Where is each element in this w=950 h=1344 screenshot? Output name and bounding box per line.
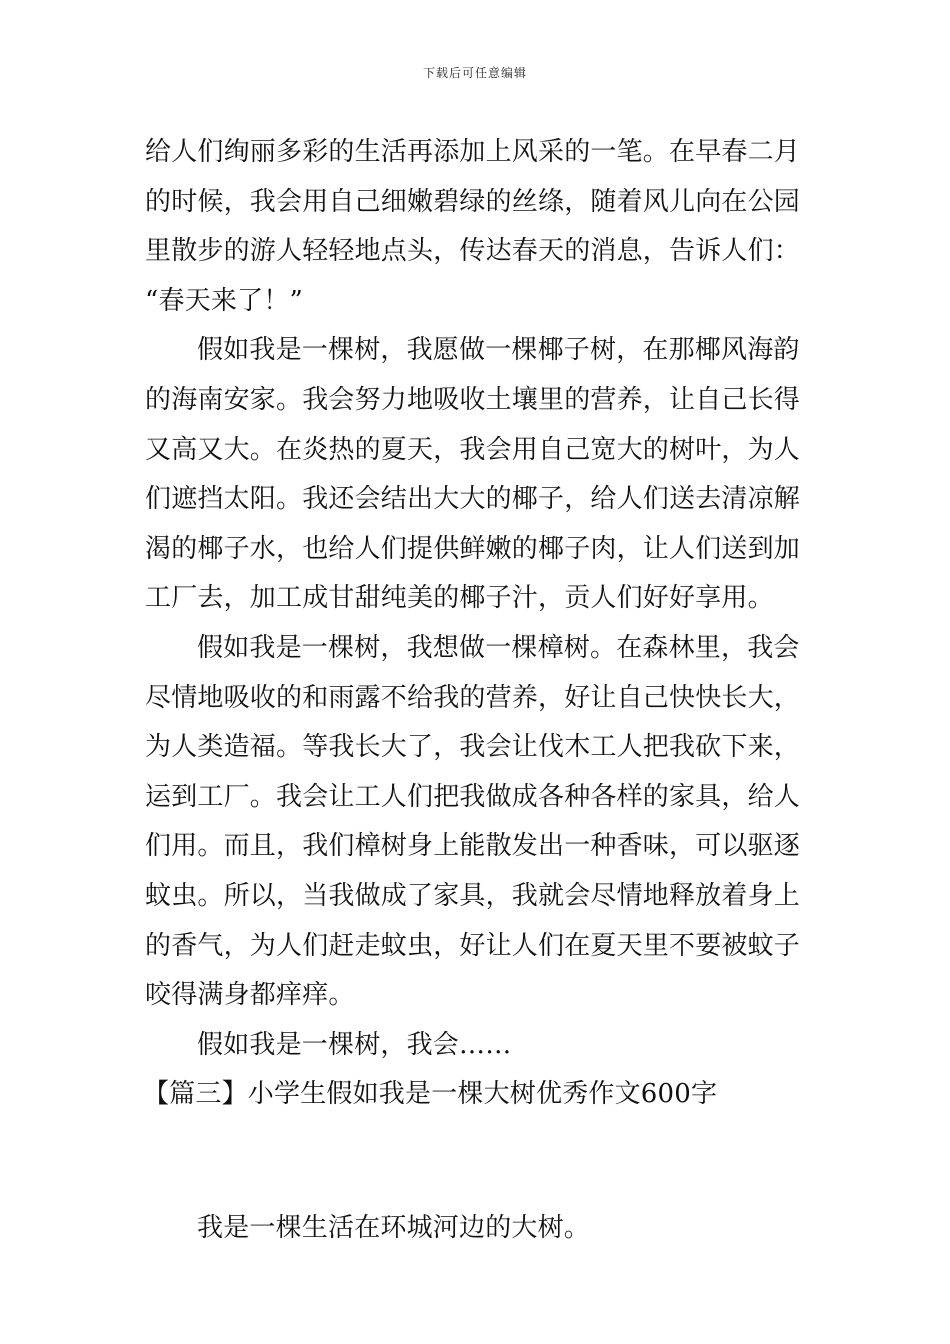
text-line: 的海南安家。我会努力地吸收土壤里的营养，让自己长得: [145, 384, 801, 415]
text-line: 的香气，为人们赶走蚊虫，好让人们在夏天里不要被蚊子: [145, 930, 801, 961]
text-line: 们用。而且，我们樟树身上能散发出一种香味，可以驱逐: [145, 831, 801, 862]
document-body: [145, 128, 810, 1253]
text-line: 们遮挡太阳。我还会结出大大的椰子，给人们送去清凉解: [145, 484, 801, 515]
text-line: 为人类造福。等我长大了，我会让伐木工人把我砍下来，: [145, 732, 801, 763]
paragraph-start: 假如我是一棵树，我愿做一棵椰子树，在那椰风海韵: [197, 335, 800, 366]
paragraph-start: 我是一棵生活在环城河边的大树。: [197, 1212, 591, 1243]
text-line: 的时候，我会用自己细嫩碧绿的丝绦，随着风儿向在公园: [145, 186, 801, 217]
section-heading: 【篇三】小学生假如我是一棵大树优秀作文600字: [143, 1079, 718, 1110]
text-line: 尽情地吸收的和雨露不给我的营养，好让自己快快长大，: [145, 682, 801, 713]
text-line: 咬得满身都痒痒。: [145, 980, 355, 1011]
text-line: 给人们绚丽多彩的生活再添加上风采的一笔。在早春二月: [145, 137, 801, 167]
text-line: “春天来了！”: [145, 285, 303, 316]
page-header: 下载后可任意编辑: [422, 66, 527, 80]
blank-gap: [145, 1120, 810, 1204]
text-line: 里散步的游人轻轻地点头，传达春天的消息，告诉人们：: [145, 236, 801, 267]
text-line: 又高又大。在炎热的夏天，我会用自己宽大的树叶，为人: [145, 434, 801, 465]
text-line: 运到工厂。我会让工人们把我做成各种各样的家具，给人: [145, 781, 801, 812]
paragraph-start: 假如我是一棵树，我会……: [197, 1029, 512, 1060]
paragraph-start: 假如我是一棵树，我想做一棵樟树。在森林里，我会: [197, 632, 800, 663]
text-line: 蚊虫。所以，当我做成了家具，我就会尽情地释放着身上: [145, 880, 801, 911]
text-line: 渴的椰子水，也给人们提供鲜嫩的椰子肉，让人们送到加: [145, 533, 801, 564]
text-line: 工厂去，加工成甘甜纯美的椰子汁，贡人们好好享用。: [145, 583, 774, 614]
